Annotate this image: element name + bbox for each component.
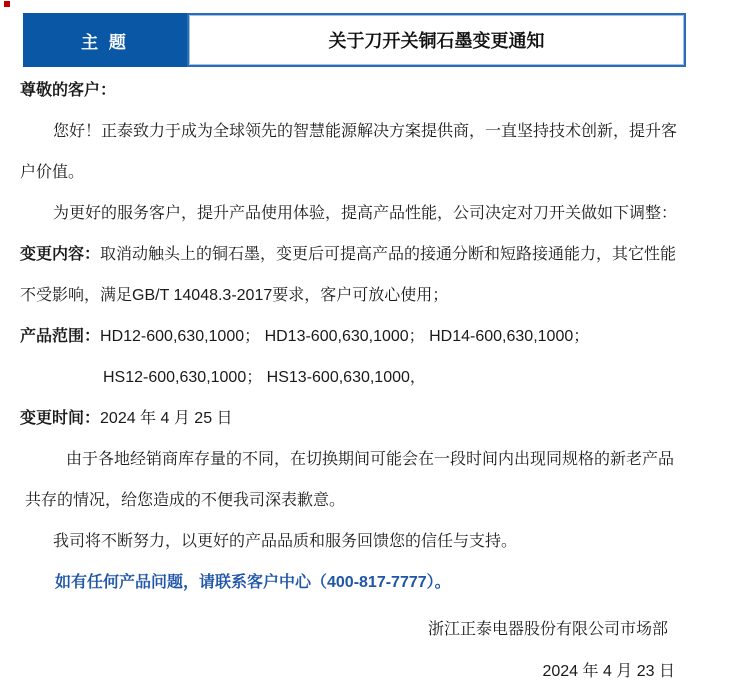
product-scope-line-1	[20, 316, 729, 357]
change-time-label: 变更时间：	[20, 410, 101, 427]
change-content-label: 变更内容：	[20, 246, 101, 263]
inventory-note-line-2: 共存的情况，给您造成的不便我司深表歉意。	[25, 492, 346, 509]
product-scope-line-2: HS12-600,630,1000； HS13-600,630,1000，	[103, 369, 426, 386]
purpose-line: 为更好的服务客户，提升产品使用体验，提高产品性能，公司决定对刀开关做如下调整：	[53, 205, 678, 222]
contact-line: 如有任何产品问题，请联系客户中心（400-817-7777）。	[55, 574, 451, 591]
signature-date: 2024 年 4 月 23 日	[542, 663, 675, 680]
intro-line-1: 您好！正泰致力于成为全球领先的智慧能源解决方案提供商，一直坚持技术创新，提升客	[53, 123, 678, 140]
subject-cell	[23, 13, 187, 67]
title-cell	[187, 13, 686, 67]
red-corner-mark	[4, 1, 10, 7]
signature-company: 浙江正泰电器股份有限公司市场部	[427, 621, 668, 638]
inventory-note-line-1: 由于各地经销商库存量的不同，在切换期间可能会在一段时间内出现同规格的新老产品	[66, 451, 675, 468]
change-content-text-1: 取消动触头上的铜石墨，变更后可提高产品的接通分断和短路接通能力，其它性能	[100, 246, 677, 263]
product-scope-label: 产品范围：	[20, 328, 101, 345]
salutation-line: 尊敬的客户：	[20, 82, 117, 99]
notice-title: 关于刀开关铜石墨变更通知	[328, 31, 545, 51]
change-content-line-1	[20, 234, 729, 275]
notice-body	[0, 70, 729, 692]
change-time-line	[20, 398, 729, 439]
change-time-value: 2024 年 4 月 25 日	[100, 410, 233, 427]
intro-line-2: 户价值。	[20, 164, 85, 181]
notice-header	[23, 13, 686, 67]
product-scope-text-1: HD12-600,630,1000； HD13-600,630,1000； HD14-600,630,1000；	[100, 328, 590, 345]
closing-line: 我司将不断努力，以更好的产品品质和服务回馈您的信任与支持。	[53, 533, 518, 550]
subject-label: 主 题	[81, 32, 129, 52]
change-content-line-2: 不受影响，满足GB/T 14048.3-2017要求，客户可放心使用；	[20, 287, 449, 304]
